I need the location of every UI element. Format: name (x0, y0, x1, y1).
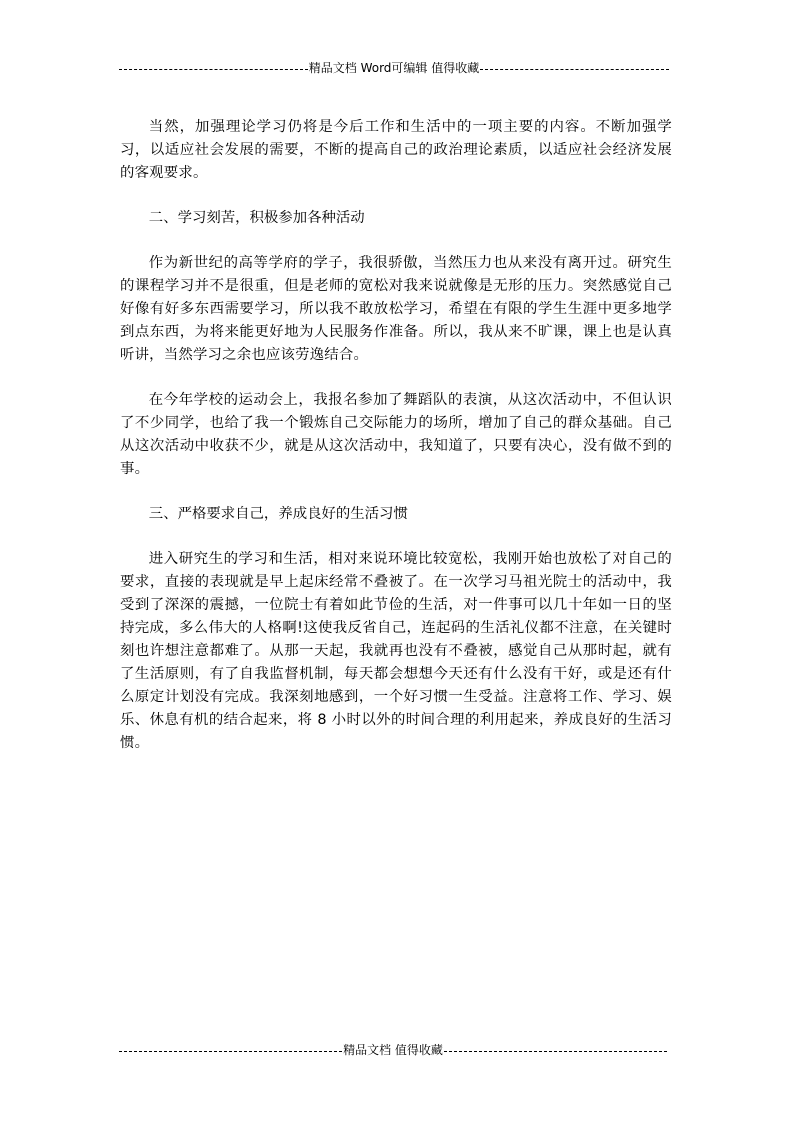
header-dash-right (480, 69, 669, 70)
footer-text: 精品文档 值得收藏 (343, 1043, 443, 1057)
header-text: 精品文档 Word可编辑 值得收藏 (308, 61, 480, 75)
footer-dash-left (119, 1051, 342, 1052)
paragraph-graduate-study: 作为新世纪的高等学府的学子，我很骄傲，当然压力也从来没有离开过。研究生的课程学习并不是很重，但是老师的宽松对我来说就像是无形的压力。突然感觉自己好像有好多东西需要学习，所以我不敢放松学习，希望在有限的学生生涯中更多地学到点东西，为将来能更好地为人民服务作准备。所以，我从来不旷课，课上也是认真听讲，当然学习之余也应该劳逸结合。 (120, 255, 672, 363)
document-body (120, 116, 672, 777)
paragraph-sports-meeting: 在今年学校的运动会上，我报名参加了舞蹈队的表演，从这次活动中，不但认识了不少同学，也给了我一个锻炼自己交际能力的场所，增加了自己的群众基础。自己从这次活动中收获不少，就是从这次活动中，我知道了，只要有决心，没有做不到的事。 (120, 392, 672, 477)
section-heading-living-habits: 三、严格要求自己，养成良好的生活习惯 (148, 506, 408, 522)
footer-dash-right (444, 1051, 667, 1052)
paragraph-living-habits: 进入研究生的学习和生活，相对来说环境比较宽松，我刚开始也放松了对自己的要求，直接的表现就是早上起床经常不叠被了。在一次学习马祖光院士的活动中，我受到了深深的震撼，一位院士有着如此节俭的生活，对一件事可以几十年如一日的坚持完成，多么伟大的人格啊!这使我反省自己，连起码的生活礼仪都不注意，在关键时刻也许想注意都难了。从那一天起，我就再也没有不叠被，感觉自己从那时起，就有了生活原则，有了自我监督机制，每天都会想想今天还有什么没有干好，或是还有什么原定计划没有完成。我深刻地感到，一个好习惯一生受益。注意将工作、学习、娱乐、休息有机的结合起来，将 8 小时以外的时间合理的利用起来，养成良好的生活习惯。 (120, 551, 672, 751)
section-heading-study-activities: 二、学习刻苦，积极参加各种活动 (148, 210, 365, 226)
paragraph-theory-study: 当然，加强理论学习仍将是今后工作和生活中的一项主要的内容。不断加强学习，以适应社会发展的需要，不断的提高自己的政治理论素质，以适应社会经济发展的客观要求。 (120, 119, 672, 181)
page-footer (119, 1040, 667, 1060)
header-dash-left (119, 69, 308, 70)
page-header (119, 58, 669, 78)
